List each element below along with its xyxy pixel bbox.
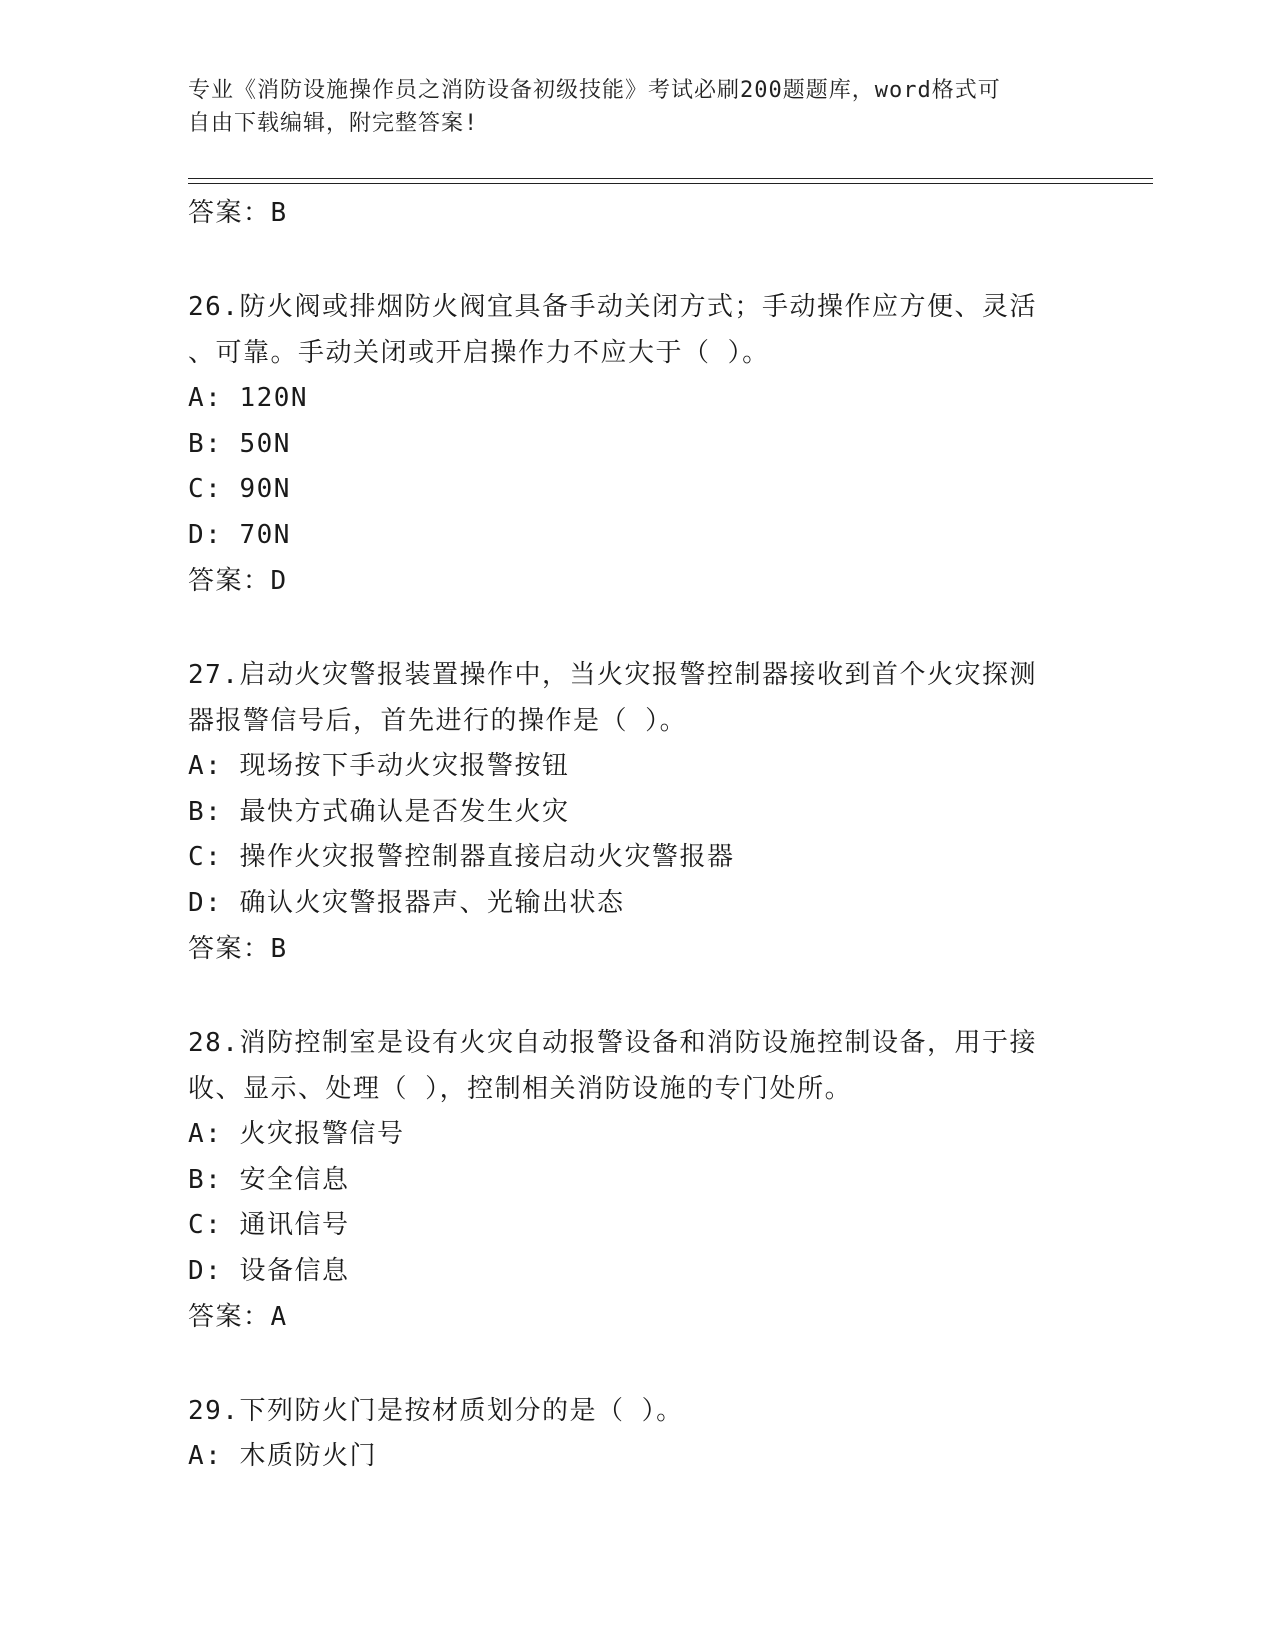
question-stem: 28.消防控制室是设有火灾自动报警设备和消防设施控制设备，用于接 收、显示、处理（ ），控制相关消防设施的专门处所。: [188, 1028, 1037, 1104]
question-stem: 27.启动火灾警报装置操作中，当火灾报警控制器接收到首个火灾探测 器报警信号后，首先进行的操作是（ ）。: [188, 660, 1037, 736]
header-line-2: 自由下载编辑，附完整答案!: [188, 111, 479, 136]
option-a: A: 火灾报警信号: [188, 1119, 405, 1149]
question-stem: 26.防火阀或排烟防火阀宜具备手动关闭方式；手动操作应方便、灵活 、可靠。手动关闭或开启操作力不应大于（ ）。: [188, 292, 1037, 368]
option-d: D: 70N: [188, 519, 291, 550]
answer-line: 答案：D: [188, 566, 288, 596]
question-26: [188, 284, 1088, 604]
option-d: D: 设备信息: [188, 1255, 350, 1286]
question-27: [188, 652, 1088, 972]
header-divider-bottom: [188, 183, 1153, 184]
header-divider-top: [188, 178, 1153, 179]
answer-line: 答案：A: [188, 1302, 288, 1332]
answer-line: 答案：B: [188, 934, 288, 964]
option-b: B: 50N: [188, 428, 291, 459]
option-c: C: 操作火灾报警控制器直接启动火灾警报器: [188, 842, 735, 872]
question-list: [188, 190, 1088, 1480]
option-a: A: 木质防火门: [188, 1441, 377, 1471]
question-stem: 29.下列防火门是按材质划分的是（ ）。: [188, 1396, 684, 1426]
option-c: C: 通讯信号: [188, 1210, 350, 1240]
option-a: A: 120N: [188, 383, 309, 413]
option-a: A: 现场按下手动火灾报警按钮: [188, 751, 570, 781]
option-b: B: 最快方式确认是否发生火灾: [188, 796, 570, 827]
option-d: D: 确认火灾警报器声、光输出状态: [188, 887, 625, 918]
header-line-1: 专业《消防设施操作员之消防设备初级技能》考试必刷200题题库，word格式可: [188, 78, 1001, 103]
option-c: C: 90N: [188, 474, 291, 504]
answer-line: 答案：B: [188, 198, 288, 228]
question-29: [188, 1388, 1088, 1480]
option-b: B: 安全信息: [188, 1164, 350, 1195]
document-header: [188, 74, 1068, 140]
question-28: [188, 1020, 1088, 1340]
